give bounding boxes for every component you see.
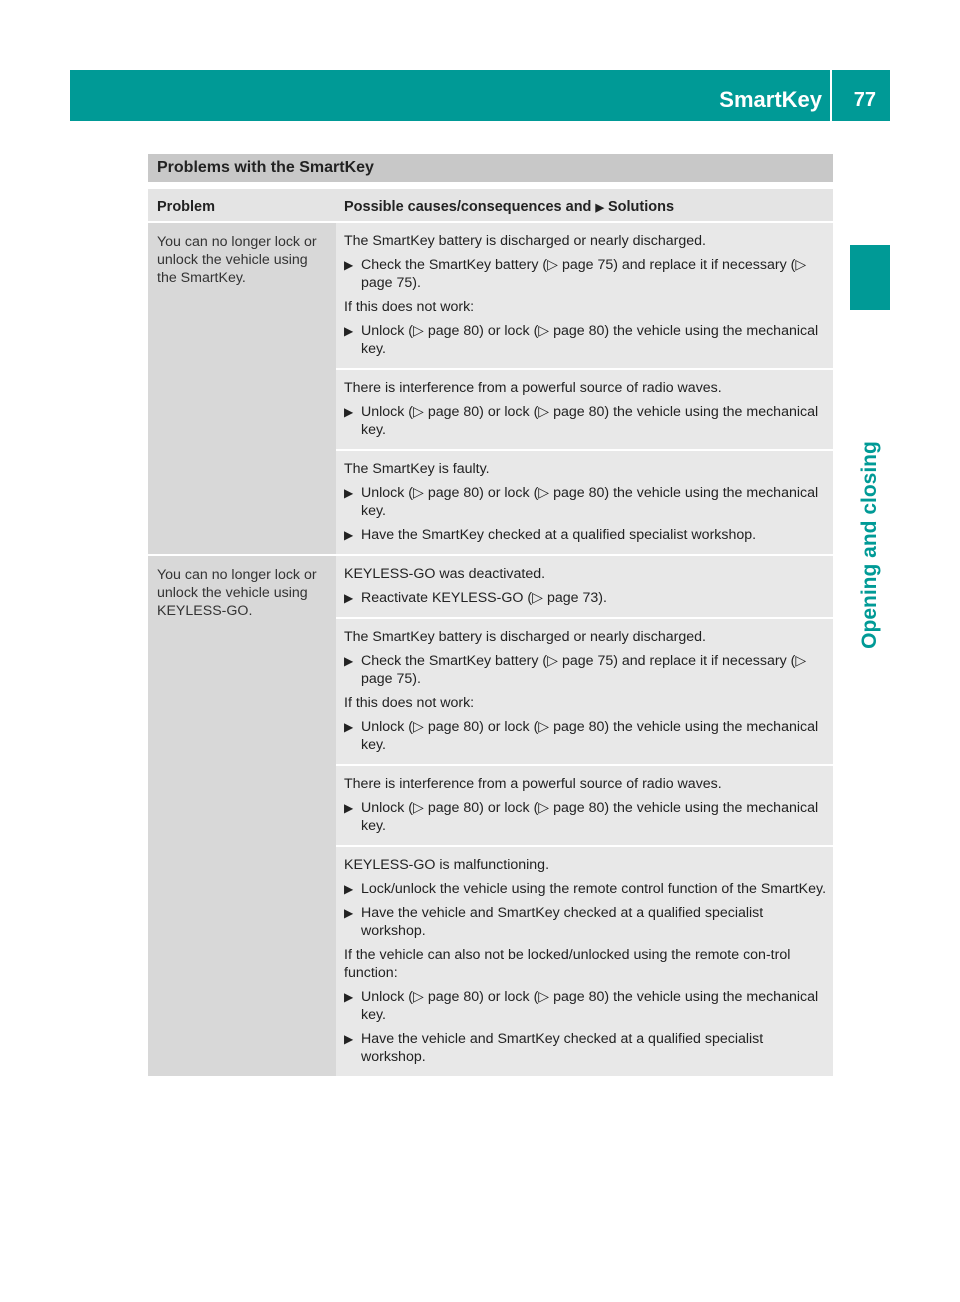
- step-text: Unlock (▷ page 80) or lock (▷ page 80) the vehicle using the mechanical key.: [361, 323, 819, 357]
- action-step: [344, 652, 827, 688]
- cause-cell: [336, 556, 833, 617]
- step-arrow-icon: ▶: [344, 882, 354, 896]
- action-step: [344, 1030, 827, 1066]
- cause-text: There is interference from a powerful source of radio waves.: [344, 776, 722, 792]
- cause-cell: [336, 764, 833, 845]
- cause-text: KEYLESS-GO was deactivated.: [344, 566, 546, 582]
- problem-cell: You can no longer lock or unlock the vehicle using the SmartKey.: [148, 223, 336, 554]
- step-arrow-icon: ▶: [344, 528, 354, 542]
- cause-text: There is interference from a powerful source of radio waves.: [344, 380, 722, 396]
- step-text: Check the SmartKey battery (▷ page 75) and replace it if necessary (▷ page 75).: [361, 653, 807, 687]
- step-arrow-icon: ▶: [344, 591, 354, 605]
- column-header-problem: Problem: [157, 199, 216, 215]
- cause-cell: [336, 845, 833, 1076]
- table-body: [148, 221, 833, 1076]
- action-step: [344, 403, 827, 439]
- step-text: Have the vehicle and SmartKey checked at a qualified specialist workshop.: [361, 905, 764, 939]
- problem-cell: You can no longer lock or unlock the vehicle using KEYLESS-GO.: [148, 556, 336, 1076]
- action-step: [344, 799, 827, 835]
- section-title: Problems with the SmartKey: [148, 154, 833, 182]
- problem-group: [148, 221, 833, 554]
- step-text: Unlock (▷ page 80) or lock (▷ page 80) the vehicle using the mechanical key.: [361, 989, 819, 1023]
- step-arrow-icon: ▶: [344, 258, 354, 272]
- step-arrow-icon: ▶: [344, 720, 354, 734]
- step-text: Unlock (▷ page 80) or lock (▷ page 80) the vehicle using the mechanical key.: [361, 404, 819, 438]
- step-text: Have the SmartKey checked at a qualified specialist workshop.: [361, 527, 757, 543]
- action-step: [344, 484, 827, 520]
- action-step: [344, 904, 827, 940]
- problems-table: [148, 189, 833, 1076]
- step-arrow-icon: ▶: [344, 801, 354, 815]
- action-step: [344, 589, 827, 607]
- action-step: [344, 880, 827, 898]
- action-step: [344, 256, 827, 292]
- cause-cell: [336, 449, 833, 554]
- cause-cell: [336, 223, 833, 368]
- step-text: Lock/unlock the vehicle using the remote control function of the SmartKey.: [361, 881, 827, 897]
- header-divider: [830, 70, 832, 121]
- step-arrow-icon: ▶: [344, 654, 354, 668]
- action-step: [344, 322, 827, 358]
- action-step: [344, 718, 827, 754]
- cause-text: The SmartKey battery is discharged or nearly discharged.: [344, 233, 706, 249]
- chapter-tab-marker: [850, 245, 890, 310]
- column-header-prefix: Possible causes/consequences and: [344, 199, 592, 215]
- cause-text: If the vehicle can also not be locked/unlocked using the remote con-trol function:: [344, 947, 791, 981]
- cause-text: The SmartKey battery is discharged or nearly discharged.: [344, 629, 706, 645]
- causes-column: [336, 223, 833, 554]
- page-number: 77: [853, 89, 876, 111]
- step-arrow-icon: ▶: [344, 486, 354, 500]
- column-header-solutions: [336, 189, 833, 221]
- step-text: Unlock (▷ page 80) or lock (▷ page 80) the vehicle using the mechanical key.: [361, 719, 819, 753]
- page-header: [70, 70, 890, 121]
- step-arrow-icon: ▶: [344, 324, 354, 338]
- step-text: Have the vehicle and SmartKey checked at a qualified specialist workshop.: [361, 1031, 764, 1065]
- step-arrow-icon: ▶: [344, 405, 354, 419]
- step-text: Unlock (▷ page 80) or lock (▷ page 80) the vehicle using the mechanical key.: [361, 800, 819, 834]
- step-arrow-icon: ▶: [344, 1032, 354, 1046]
- step-arrow-icon: ▶: [344, 990, 354, 1004]
- action-step: [344, 988, 827, 1024]
- action-step: [344, 526, 827, 544]
- column-header-suffix: Solutions: [607, 199, 675, 215]
- chapter-label: Opening and closing: [858, 441, 881, 649]
- causes-column: [336, 556, 833, 1076]
- action-arrow-icon: ▶: [595, 202, 604, 214]
- cause-text: If this does not work:: [344, 299, 475, 315]
- step-text: Unlock (▷ page 80) or lock (▷ page 80) the vehicle using the mechanical key.: [361, 485, 819, 519]
- cause-cell: [336, 368, 833, 449]
- cause-text: If this does not work:: [344, 695, 475, 711]
- step-arrow-icon: ▶: [344, 906, 354, 920]
- step-text: Reactivate KEYLESS-GO (▷ page 73).: [361, 590, 607, 606]
- problem-group: [148, 554, 833, 1076]
- cause-text: The SmartKey is faulty.: [344, 461, 490, 477]
- header-title: SmartKey: [719, 87, 822, 112]
- cause-cell: [336, 617, 833, 764]
- table-header: [148, 189, 833, 221]
- cause-text: KEYLESS-GO is malfunctioning.: [344, 857, 550, 873]
- step-text: Check the SmartKey battery (▷ page 75) and replace it if necessary (▷ page 75).: [361, 257, 807, 291]
